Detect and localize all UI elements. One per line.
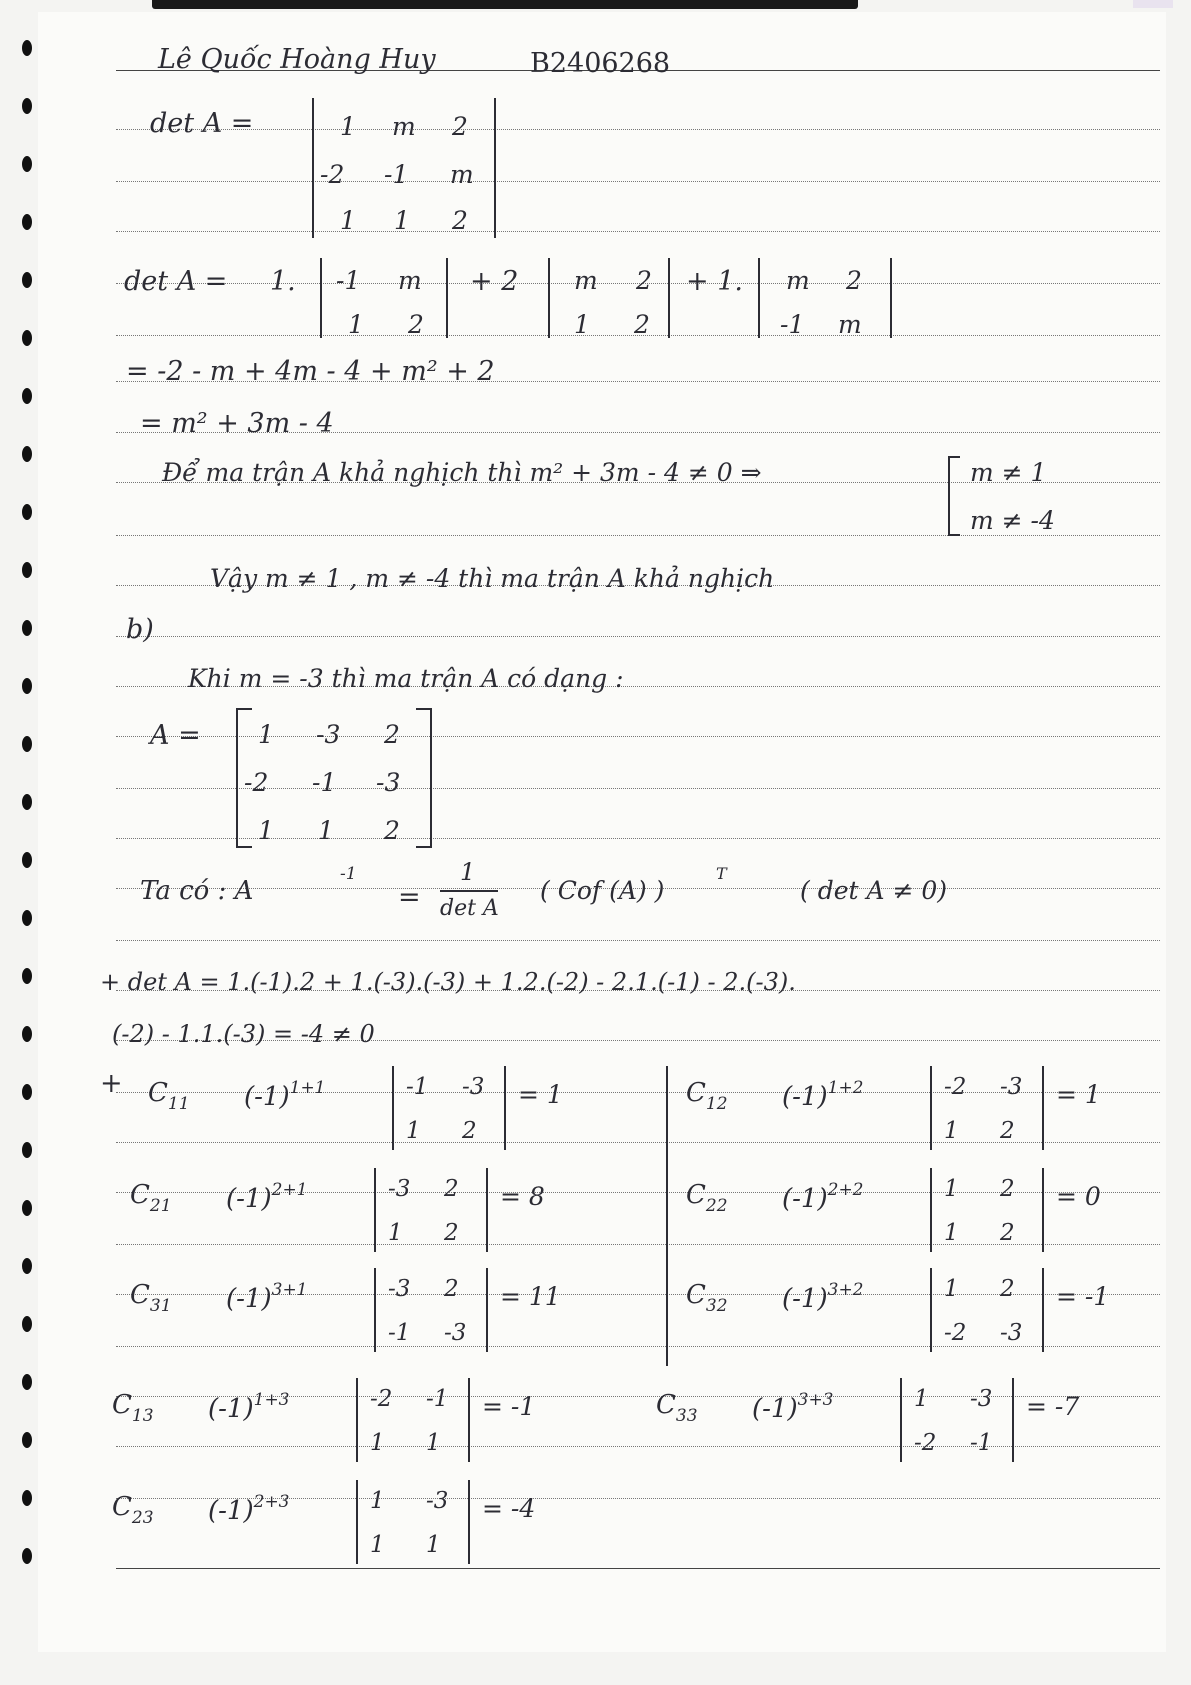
minor-cell: -1 [336,266,361,295]
cofactor-index: 13 [131,1406,154,1426]
column-divider [666,1066,668,1366]
matrix-bracket-right [416,708,432,848]
cofactor-sign [244,1080,326,1110]
det-cell: -2 [320,160,345,189]
student-id: B2406268 [530,48,671,79]
minor-cell: -3 [462,1074,485,1100]
det-compute-line-2: (-2) - 1.1.(-3) = -4 ≠ 0 [112,1020,375,1048]
formula-condition: ( det A ≠ 0) [800,876,948,905]
cofactor-sign [226,1282,308,1312]
cofactor-result: = 0 [1056,1182,1101,1211]
cofactor-result: = 11 [500,1282,561,1311]
minor-cell: -3 [970,1386,993,1412]
cofactor-index: 11 [167,1094,190,1114]
cofactor-sign [208,1392,290,1422]
matrix-cell: -3 [316,720,341,749]
minor-cell: -3 [388,1276,411,1302]
simplify-line-2: = m² + 3m - 4 [140,408,334,439]
cofactor-letter: C [112,1390,132,1420]
sign-base: (-1) [226,1284,272,1314]
minor-cell: -3 [444,1320,467,1346]
minor-cell: 1 [944,1118,959,1144]
formula-eq: = [398,882,421,913]
invertible-condition: Để ma trận A khả nghịch thì m² + 3m - 4 ≠ 0 ⇒ [162,458,762,487]
cofactor-result: = -1 [1056,1282,1110,1311]
sign-base: (-1) [782,1082,828,1112]
minor-cell: -3 [388,1176,411,1202]
cofactor-index: 22 [705,1196,728,1216]
cofactor-letter: C [686,1280,706,1310]
minor-cell: -2 [370,1386,393,1412]
minor-cell: 1 [426,1532,441,1558]
simplify-line-1: = -2 - m + 4m - 4 + m² + 2 [126,356,495,387]
det-cell: 1 [340,112,356,141]
minor-cell: m [838,310,862,339]
minor3 [758,258,892,338]
formula-transpose: T [716,864,727,883]
matrix-cell: -2 [244,768,269,797]
cofactor-sign [782,1282,864,1312]
cofactor-symbol [686,1182,728,1215]
fraction-denominator: det A [440,896,499,921]
sign-exponent: 3+3 [797,1390,834,1410]
minor-cell: 2 [444,1176,459,1202]
minor-cell: -1 [780,310,805,339]
formula-prefix: Ta có : A [140,876,254,906]
minor-cell: 2 [1000,1220,1015,1246]
minor-cell: 2 [846,266,862,295]
matrix-cell: 1 [258,816,274,845]
cofactor-letter: C [656,1390,676,1420]
cofactor-result: = 1 [1056,1080,1101,1109]
cofactor-result: = -4 [482,1494,536,1523]
fraction-numerator: 1 [460,858,476,886]
case-1: m ≠ 1 [970,458,1047,487]
det-cell: 2 [452,112,468,141]
matrix-cell: -3 [376,768,401,797]
minor-cell: m [574,266,598,295]
minor-cell: -1 [426,1386,449,1412]
minor-cell: 1 [348,310,364,339]
cofactor-index: 21 [149,1196,172,1216]
det-compute-line-1: + det A = 1.(-1).2 + 1.(-3).(-3) + 1.2.(-2) - 2.1.(-1) - 2.(-3). [100,968,796,996]
cofactor-sign [226,1182,308,1212]
minor-cell: 2 [636,266,652,295]
sign-base: (-1) [752,1394,798,1424]
sign-exponent: 1+2 [827,1078,864,1098]
minor-cell: -1 [406,1074,429,1100]
cofactor-symbol [112,1494,154,1527]
sign-base: (-1) [208,1394,254,1424]
cofactor-letter: C [686,1180,706,1210]
det-cell: 1 [340,206,356,235]
det-cell: 2 [452,206,468,235]
cofactor-symbol [130,1182,172,1215]
part-b-intro: Khi m = -3 thì ma trận A có dạng : [188,664,624,693]
cofactor-symbol [686,1080,728,1113]
cofactor-result: = -1 [482,1392,536,1421]
corner-mark [1133,0,1173,8]
cofactor-symbol [656,1392,698,1425]
part-b-label: b) [126,614,154,645]
top-binder-edge [152,0,858,9]
formula-cof: ( Cof (A) ) [540,876,665,905]
minor-cell: 2 [462,1118,477,1144]
minor-cell: 2 [634,310,650,339]
minor-cell: -3 [1000,1074,1023,1100]
minor-cell: 1 [944,1276,959,1302]
sign-exponent: 1+3 [253,1390,290,1410]
minor-cell: 2 [1000,1118,1015,1144]
cofactor-index: 31 [149,1296,172,1316]
minor-cell: 1 [426,1430,441,1456]
cofactor-result: = -7 [1026,1392,1080,1421]
sign-exponent: 3+1 [271,1280,308,1300]
expansion-label: det A = [124,266,228,297]
det-cell: m [392,112,416,141]
minor-cell: m [398,266,422,295]
plus-mark: + [100,1068,123,1099]
sign-base: (-1) [208,1496,254,1526]
cofactor-symbol [148,1080,190,1113]
sign-base: (-1) [782,1184,828,1214]
minor-cell: -2 [944,1320,967,1346]
det-cell: m [450,160,474,189]
sign-exponent: 2+3 [253,1492,290,1512]
minor-cell: 1 [370,1532,385,1558]
minor-cell: 1 [370,1430,385,1456]
cofactor-index: 32 [705,1296,728,1316]
cofactor-symbol [112,1392,154,1425]
cofactor-sign [752,1392,834,1422]
minor-cell: 2 [444,1220,459,1246]
det-cell: 1 [394,206,410,235]
cofactor-letter: C [112,1492,132,1522]
sign-base: (-1) [782,1284,828,1314]
part-a-conclusion: Vậy m ≠ 1 , m ≠ -4 thì ma trận A khả nghịch [210,564,775,593]
case-bracket [948,456,960,536]
matrix-cell: 1 [258,720,274,749]
cofactor-result: = 1 [518,1080,563,1109]
cofactor-index: 23 [131,1508,154,1528]
case-2: m ≠ -4 [970,506,1055,535]
cofactor-sign [782,1080,864,1110]
term2-coef: + 2 [470,266,519,297]
minor-cell: -3 [1000,1320,1023,1346]
formula-exponent: -1 [340,864,357,884]
minor-cell: 1 [370,1488,385,1514]
minor-cell: 1 [944,1220,959,1246]
minor-cell: 1 [914,1386,929,1412]
term3-coef: + 1. [686,266,743,297]
sign-base: (-1) [244,1082,290,1112]
matrix-label: A = [150,720,201,751]
det-cell: -1 [384,160,409,189]
matrix-cell: -1 [312,768,337,797]
cofactor-letter: C [130,1180,150,1210]
sign-base: (-1) [226,1184,272,1214]
cofactor-symbol [130,1282,172,1315]
minor-cell: 1 [406,1118,421,1144]
minor-cell: -1 [388,1320,411,1346]
det-label: det A = [150,108,254,139]
cofactor-letter: C [130,1280,150,1310]
minor-cell: -1 [970,1430,993,1456]
minor-cell: -2 [914,1430,937,1456]
sign-exponent: 2+2 [827,1180,864,1200]
matrix-cell: 2 [384,720,400,749]
sign-exponent: 3+2 [827,1280,864,1300]
cofactor-index: 33 [675,1406,698,1426]
cofactor-sign [208,1494,290,1524]
minor-cell: 2 [1000,1176,1015,1202]
binder-holes [0,0,36,1685]
minor-cell: 1 [944,1176,959,1202]
sign-exponent: 1+1 [289,1078,326,1098]
matrix-cell: 1 [318,816,334,845]
minor-cell: -2 [944,1074,967,1100]
cofactor-result: = 8 [500,1182,545,1211]
cofactor-index: 12 [705,1094,728,1114]
minor-cell: m [786,266,810,295]
minor-cell: -3 [426,1488,449,1514]
cofactor-symbol [686,1282,728,1315]
minor-cell: 1 [388,1220,403,1246]
minor-cell: 2 [444,1276,459,1302]
minor-cell: 2 [408,310,424,339]
minor-cell: 2 [1000,1276,1015,1302]
cofactor-sign [782,1182,864,1212]
sign-exponent: 2+1 [271,1180,308,1200]
fraction-bar [440,890,498,892]
matrix-cell: 2 [384,816,400,845]
minor-cell: 1 [574,310,590,339]
cofactor-letter: C [686,1078,706,1108]
student-name: Lê Quốc Hoàng Huy [158,44,436,75]
cofactor-letter: C [148,1078,168,1108]
term1-coef: 1. [270,266,296,297]
